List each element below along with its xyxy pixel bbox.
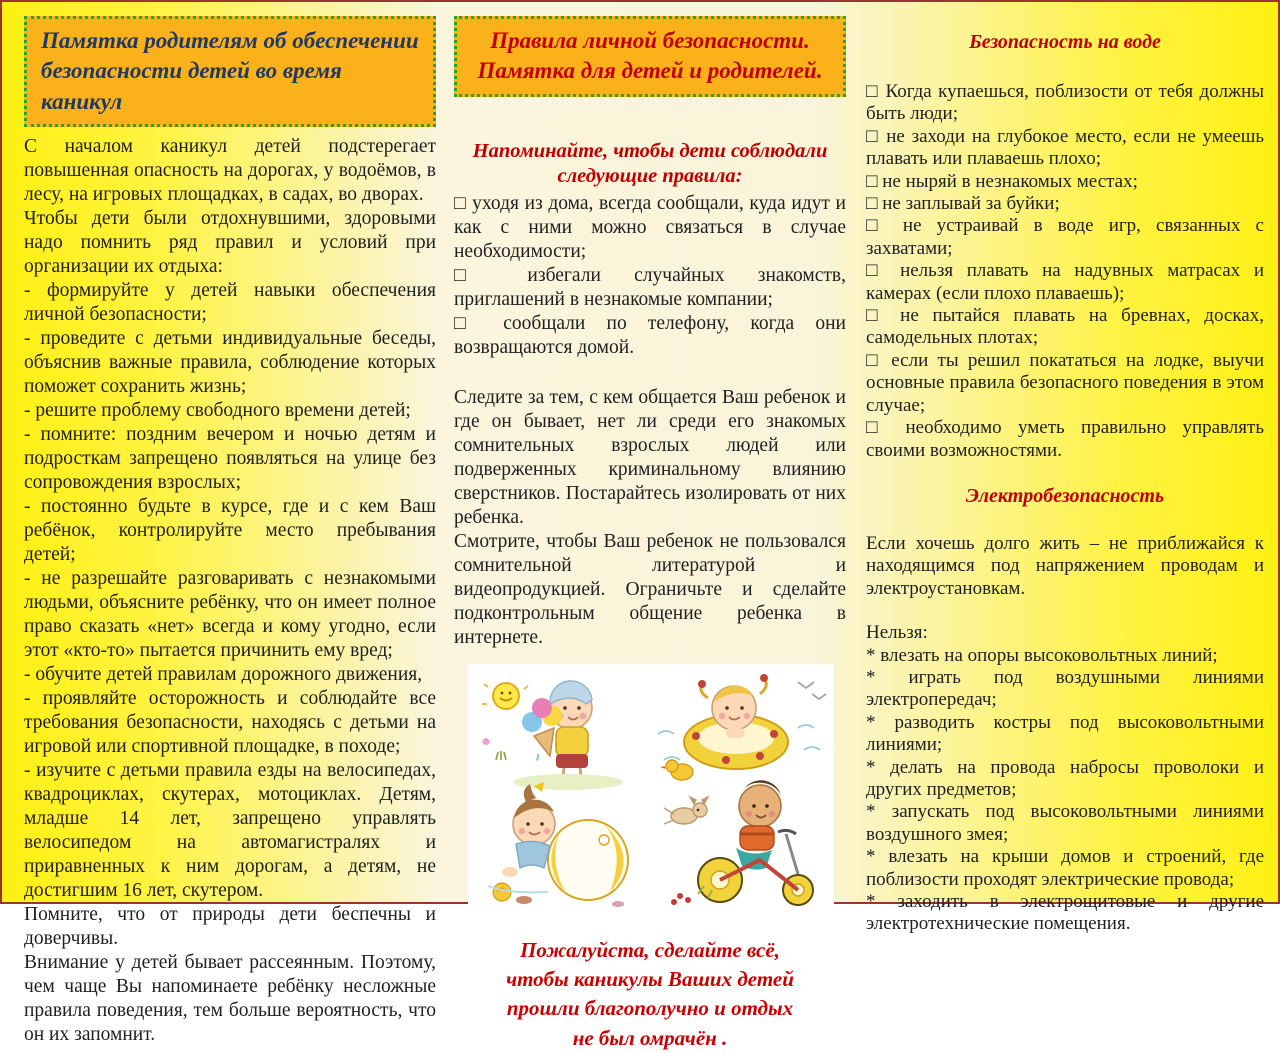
water-rule-item: □ не устраивай в воде игр, связанных с захватами; xyxy=(866,215,1264,259)
remind-rules-subheading: Напоминайте, чтобы дети соблюдали следующие правила: xyxy=(472,139,828,188)
children-rules-checklist xyxy=(454,192,846,360)
paragraph: - проявляйте осторожность и соблюдайте все требования безопасности, находясь с детьми на игровой или спортивной площадке, в походе; xyxy=(24,687,436,757)
water-rule-item: □ не ныряй в незнакомых местах; xyxy=(866,170,1138,192)
electro-rule-item: * играть под воздушными линиями электропередач; xyxy=(866,666,1264,711)
paragraph: Следите за тем, с кем общается Ваш ребенок и где он бывает, нет ли среди его знакомых сомнительных взрослых людей или подверженных криминальному влиянию сверстников. Постарайтесь изолировать от них ребенка. xyxy=(454,386,846,528)
column-personal-safety xyxy=(454,2,846,1050)
closing-wish-line: чтобы каникулы Ваших детей xyxy=(506,967,794,992)
water-rule-item: □ не заходи на глубокое место, если не умеешь плавать или плаваешь плохо; xyxy=(866,125,1264,170)
checklist-item: □ сообщали по телефону, когда они возвращаются домой. xyxy=(454,312,846,358)
forbidden-label xyxy=(866,622,1264,644)
paragraph: Смотрите, чтобы Ваш ребенок не пользовался сомнительной литературой и видеопродукцией. Ограничьте и сделайте подконтрольным общение ребенка в интернете. xyxy=(454,530,846,648)
paragraph: - решите проблему свободного времени детей; xyxy=(24,399,411,421)
kids-summer-activities-image xyxy=(468,664,834,910)
personal-safety-title xyxy=(454,16,846,97)
paragraph: Если хочешь долго жить – не приближайся к находящимся под напряжением проводам и электроустановкам. xyxy=(866,532,1264,599)
supervision-paragraphs xyxy=(454,386,846,650)
water-rule-item: □ не пытайся плавать на бревнах, досках, самодельных плотах; xyxy=(866,305,1264,349)
title-line-1: Правила личной безопасности. xyxy=(490,28,810,53)
electro-forbidden-list xyxy=(866,645,1264,936)
checklist-item: □ избегали случайных знакомств, приглашений в незнакомые компании; xyxy=(454,264,846,310)
paragraph: Помните, что от природы дети беспечны и доверчивы. xyxy=(24,903,436,949)
paragraph: - формируйте у детей навыки обеспечения личной безопасности; xyxy=(24,279,436,325)
water-rule-item: □ необходимо уметь правильно управлять своими возможностями. xyxy=(866,417,1264,461)
column-parents-memo xyxy=(24,2,436,1045)
closing-wish xyxy=(454,936,846,1053)
paragraph: - не разрешайте разговаривать с незнакомыми людьми, объясните ребёнку, что он имеет полное право сказать «нет» всегда и кому угодно, если этот «кто-то» пытается причинить ему вред; xyxy=(24,567,436,661)
paragraph: Нельзя: xyxy=(866,622,928,644)
electro-rule-item: * запускать под высоковольтными линиями воздушного змея; xyxy=(866,801,1264,845)
paragraph: - обучите детей правилам дорожного движения, xyxy=(24,663,423,685)
water-rule-item: □ Когда купаешься, поблизости от тебя должны быть люди; xyxy=(866,81,1264,125)
electro-rule-item: * разводить костры под высоковольтными линиями; xyxy=(866,711,1264,756)
parents-memo-title xyxy=(24,16,436,127)
electro-rule-item: * заходить в электрощитовые и другие электротехнические помещения. xyxy=(866,891,1264,935)
title-line-2: безопасности детей во время каникул xyxy=(41,58,342,114)
parents-memo-body xyxy=(24,135,436,1046)
title-line-2: Памятка для детей и родителей. xyxy=(477,58,823,84)
paragraph: - проведите с детьми индивидуальные беседы, объяснив важные правила, соблюдение которых поможет сохранить жизнь; xyxy=(24,327,436,397)
paragraph: С началом каникул детей подстерегает повышенная опасность на дорогах, у водоёмов, в лесу, на игровых площадках, в садах, во дворах. xyxy=(24,136,436,206)
closing-wish-line: не был омрачён . xyxy=(572,1025,728,1050)
closing-wish-line: Пожалуйста, сделайте всё, xyxy=(520,937,780,962)
closing-wish-line: прошли благополучно и отдых xyxy=(506,996,794,1021)
water-safety-list xyxy=(866,81,1264,462)
paragraph: Чтобы дети были отдохнувшими, здоровыми надо помнить ряд правил и условий при организации их отдыха: xyxy=(24,208,436,277)
water-rule-item: □ не заплывай за буйки; xyxy=(866,193,1060,215)
paragraph: Внимание у детей бывает рассеянным. Поэтому, чем чаще Вы напоминаете ребёнку несложные правила поведения, тем больше вероятность, что он их запомнит. xyxy=(24,951,436,1045)
paragraph: - изучите с детьми правила езды на велосипедах, квадроциклах, скутерах, мотоциклах. Детям, младше 14 лет, запрещено управлять велосипедом на автомагистралях и приравненных к ним дорогам, а детям, не достигшим 16 лет, скутером. xyxy=(24,759,436,901)
water-rule-item: □ нельзя плавать на надувных матрасах и камерах (если плохо плаваешь); xyxy=(866,260,1264,304)
electro-rule-item: * делать на провода набросы проволоки и других предметов; xyxy=(866,756,1264,800)
paragraph: - помните: поздним вечером и ночью детям и подросткам запрещено появляться на улице без сопровождения взрослых; xyxy=(24,423,436,493)
checklist-item: □ уходя из дома, всегда сообщали, куда идут и как с ними можно связаться в случае необходимости; xyxy=(454,192,846,262)
electro-safety-intro xyxy=(866,533,1264,600)
electro-rule-item: * влезать на опоры высоковольтных линий; xyxy=(866,644,1218,666)
paragraph: - постоянно будьте в курсе, где и с кем Ваш ребёнок, контролируйте место пребывания детей; xyxy=(24,495,436,565)
water-rule-item: □ если ты решил покататься на лодке, выучи основные правила безопасного поведения в этом случае; xyxy=(866,349,1264,416)
kids-illustration xyxy=(468,664,834,910)
column-water-electro-safety xyxy=(866,2,1264,935)
electro-safety-heading: Электробезопасность xyxy=(965,484,1165,507)
title-line-1: Памятка родителям об обеспечении xyxy=(41,28,419,53)
electro-rule-item: * влезать на крыши домов и строений, где поблизости проходят электрические провода; xyxy=(866,846,1264,890)
water-safety-heading: Безопасность на воде xyxy=(969,31,1161,53)
